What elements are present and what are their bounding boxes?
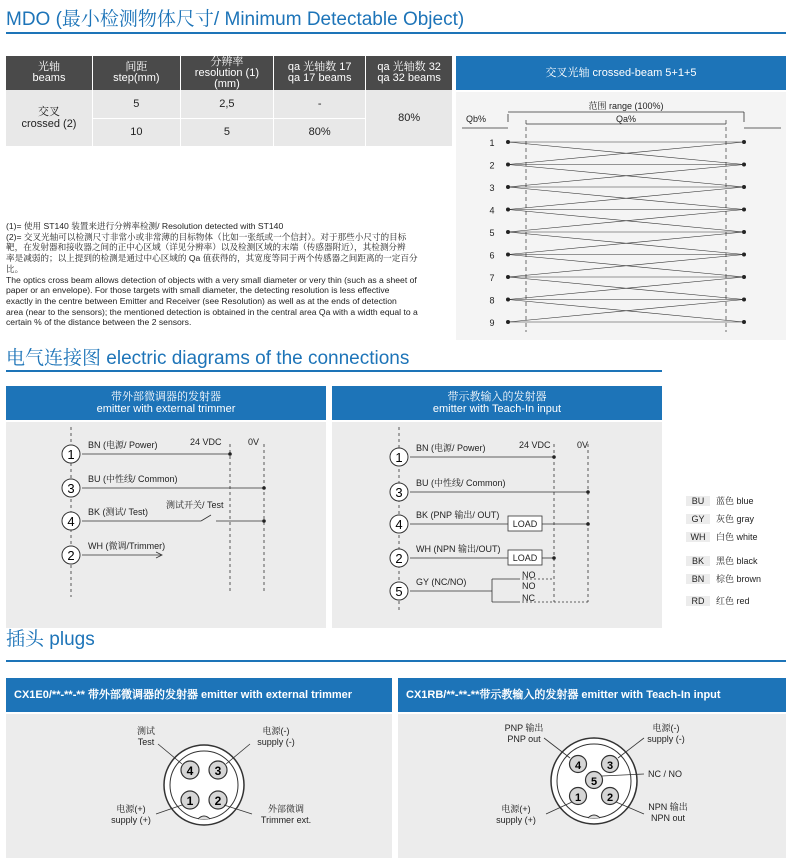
plug-right-header: CX1RB/**-**-**带示教输入的发射器 emitter with Teach-In input xyxy=(398,678,786,712)
beam-number: 7 xyxy=(489,273,495,283)
note-line: (2)= 交叉光轴可以检测尺寸非常小或非常薄的目标物体（比如一张纸或一个信封）。对于那些小尺寸的目标 xyxy=(6,231,407,242)
note-line: 靶，在发射器和接收器之间的正中心区域（详见分辨率）以及检测区域的末端（传感器附近），其检测分辨 xyxy=(6,242,406,253)
cell-res-0: 2,5 xyxy=(180,90,273,118)
plug-label: supply (+) xyxy=(496,815,536,825)
beam-number: 1 xyxy=(489,138,495,148)
pin-number: 4 xyxy=(574,760,582,772)
pin-number: 2 xyxy=(395,551,403,566)
voltage-0v: 0V xyxy=(577,440,589,450)
beam-endpoint xyxy=(506,275,510,279)
emitter-teach-diagram xyxy=(332,422,662,628)
row-label: 交叉 crossed (2) xyxy=(6,90,92,146)
beam-number: 9 xyxy=(489,318,495,328)
col-step: 间距 step(mm) xyxy=(92,56,180,90)
pin-number: 1 xyxy=(395,450,403,465)
plugs-title: 插头 plugs xyxy=(6,629,95,650)
plug-label: Trimmer ext. xyxy=(260,815,312,825)
voltage-0v: 0V xyxy=(248,437,260,447)
pin-number: 3 xyxy=(214,764,222,778)
plug-label: 电源(+) xyxy=(116,804,146,814)
pin-label: WH (微调/Trimmer) xyxy=(88,541,166,551)
cell-qa17-0: - xyxy=(274,90,366,118)
plug-label: 外部微调 xyxy=(267,804,305,814)
plug-label: NC / NO xyxy=(648,769,683,779)
plug-label: 电源(-) xyxy=(262,726,290,736)
beam-endpoint xyxy=(506,140,510,144)
mdo-title: MDO (最小检测物体尺寸/ Minimum Detectable Object) xyxy=(6,9,465,30)
pin-label: BU (中性线/ Common) xyxy=(416,478,506,488)
note-line: exactly in the centre between Emitter and Receiver (see Resolution) as well as at the ends of detection xyxy=(6,295,397,306)
col-qa17: qa 光轴数 17 qa 17 beams xyxy=(274,56,366,90)
plug-label: 测试 xyxy=(136,726,156,736)
pin-number: 4 xyxy=(186,764,194,778)
pin-number: 4 xyxy=(67,514,75,529)
legend-item: BK 黑色 black xyxy=(686,554,758,567)
cell-step-1: 10 xyxy=(92,118,180,146)
note-line: (1)= 使用 ST140 装置来进行分辨率检测/ Resolution detected with ST140 xyxy=(6,221,284,231)
qa-label: Qa% xyxy=(615,114,637,124)
plug-label: 电源(+) xyxy=(501,804,531,814)
electric-right-header: 带示教输入的发射器 emitter with Teach-In input xyxy=(332,386,662,420)
beam-endpoint xyxy=(742,320,746,324)
pin-number: 5 xyxy=(590,776,598,788)
plug-label: NPN out xyxy=(650,813,686,823)
beam-number: 2 xyxy=(489,160,495,171)
plug-label: PNP 输出 xyxy=(504,723,544,733)
legend-item: BU 蓝色 blue xyxy=(686,494,754,507)
pin-number: 1 xyxy=(574,792,582,804)
col-qa32: qa 光轴数 32 qa 32 beams xyxy=(366,56,452,90)
pin-number: 3 xyxy=(606,760,614,772)
plug-label: PNP out xyxy=(507,734,541,744)
plug-label: supply (-) xyxy=(257,737,295,747)
pin-label: BN (电源/ Power) xyxy=(88,440,158,450)
mdo-title-rule xyxy=(6,32,786,34)
no-label: NO xyxy=(522,570,536,580)
beam-endpoint xyxy=(506,163,510,167)
col-beams: 光轴 beams xyxy=(6,56,92,90)
voltage-24v: 24 VDC xyxy=(190,437,222,447)
qb-label: Qb% xyxy=(466,114,487,124)
emitter-trimmer-diagram xyxy=(6,422,326,628)
electric-title: 电气连接图 electric diagrams of the connections xyxy=(6,348,410,369)
pin-label: BK (PNP 输出/ OUT) xyxy=(416,510,500,520)
plug-4pin-diagram xyxy=(6,714,392,858)
plug-label: 电源(-) xyxy=(652,723,680,733)
pin-number: 3 xyxy=(67,481,75,496)
no-label: NO xyxy=(522,581,536,591)
note-line: certain % of the distance between the 2 sensors. xyxy=(6,317,192,328)
beam-endpoint xyxy=(506,253,510,257)
load-label: LOAD xyxy=(512,519,538,529)
crossed-beam-diagram xyxy=(456,92,786,340)
plugs-title-rule xyxy=(6,660,786,662)
voltage-24v: 24 VDC xyxy=(519,440,551,450)
pin-number: 1 xyxy=(186,794,194,808)
crossed-beam-header: 交叉光轴 crossed-beam 5+1+5 xyxy=(456,56,786,90)
legend-item: RD 红色 red xyxy=(686,594,750,607)
cell-step-0: 5 xyxy=(92,90,180,118)
load-label: LOAD xyxy=(512,553,538,563)
beam-number: 4 xyxy=(489,205,495,216)
beam-number: 6 xyxy=(489,250,495,261)
pin-number: 2 xyxy=(606,792,614,804)
note-line: The optics cross beam allows detection of objects with a very small diameter or very thin (such as a sheet of xyxy=(6,274,417,285)
plug-label: Test xyxy=(137,737,155,747)
beam-number: 3 xyxy=(489,183,495,193)
beam-endpoint xyxy=(506,185,510,189)
pin-number: 1 xyxy=(67,447,75,462)
cell-qa17-1: 80% xyxy=(274,118,366,146)
cell-res-1: 5 xyxy=(180,118,273,146)
note-line: 比。 xyxy=(6,263,24,274)
pin-number: 3 xyxy=(395,485,403,500)
plug-label: NPN 输出 xyxy=(648,802,688,812)
test-switch-label: 测试开关/ Test xyxy=(166,500,224,510)
pin-number: 2 xyxy=(214,794,222,808)
col-resolution: 分辨率 resolution (1) (mm) xyxy=(180,56,273,90)
electric-left-header: 带外部微调器的发射器 emitter with external trimmer xyxy=(6,386,326,420)
plug-5pin-diagram xyxy=(398,714,786,858)
pin-label: BK (测试/ Test) xyxy=(88,507,149,517)
beam-number: 8 xyxy=(489,295,495,306)
range-label: 范围 range (100%) xyxy=(588,101,664,111)
note-line: 率是减弱的；以上提到的检测是通过中心区域的 Qa 值获得的，其宽度等同于两个传感器之间距离的一定百分 xyxy=(6,253,418,264)
beam-endpoint xyxy=(506,230,510,234)
pin-number: 2 xyxy=(67,548,75,563)
plug-left-header: CX1E0/**-**-** 带外部微调器的发射器 emitter with external trimmer xyxy=(6,678,392,712)
beam-endpoint xyxy=(506,320,510,324)
pin-number: 4 xyxy=(395,517,403,532)
pin-label: GY (NC/NO) xyxy=(416,577,467,587)
electric-title-rule xyxy=(6,370,662,372)
mdo-table xyxy=(6,56,452,146)
beam-endpoint xyxy=(506,298,510,302)
plug-label: supply (+) xyxy=(111,815,151,825)
note-line: area (near to the sensors); the mentioned detection is obtained in the central area Qa with a width equal to a xyxy=(6,306,418,317)
legend-item: BN 棕色 brown xyxy=(686,572,761,585)
legend-item: WH 白色 white xyxy=(686,530,758,543)
pin-label: BN (电源/ Power) xyxy=(416,443,486,453)
notes xyxy=(6,221,446,328)
cell-qa32: 80% xyxy=(366,90,452,146)
beam-number: 5 xyxy=(489,228,495,238)
plug-label: supply (-) xyxy=(647,734,685,744)
note-line: paper or an envelope). For those targets with small diameter, the detecting resolution is less effective xyxy=(6,285,390,296)
table-row xyxy=(6,90,452,118)
beam-endpoint xyxy=(506,208,510,212)
legend-item: GY 灰色 gray xyxy=(686,512,754,525)
nc-label: NC xyxy=(522,593,535,603)
pin-number: 5 xyxy=(395,584,403,599)
pin-label: WH (NPN 输出/OUT) xyxy=(416,544,501,554)
pin-label: BU (中性线/ Common) xyxy=(88,474,178,484)
